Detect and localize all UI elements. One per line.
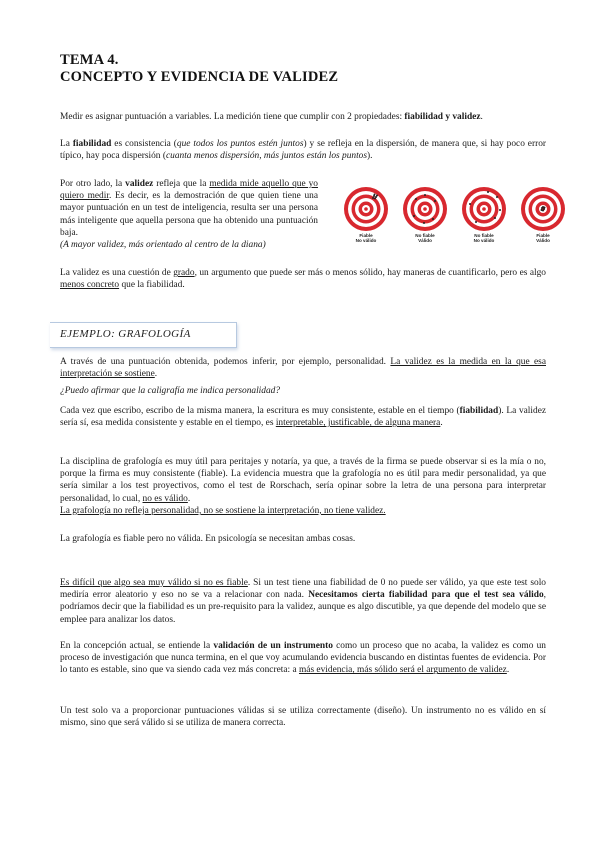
target-label-4b: Válido <box>536 238 550 244</box>
paragraph-graphology-summary: La grafología es fiable pero no válida. En psicología se necesitan ambas cosas. <box>60 534 356 544</box>
p10-mid: como un proceso que no acaba, la validez es como un proceso de investigación que nunca termina, en el que voy acumulando evidencia buscando en distintas fuentes de evidencia. Por lo tanto es estable, sino que va siendo cada vez más concreta: a <box>60 641 546 676</box>
target-icon <box>461 186 507 232</box>
target-diagram <box>343 186 573 248</box>
p7-text: La disciplina de grafología es muy útil para peritajes y notaría, ya que, a través de la firma se puede observar si es la mía o no, porque la firma es muy consistente (fiable). La evidencia muestra que la grafología no es útil para medir personalidad, ya que sería similar a los test proyectivos, como el test de Rorschach, sería opinar sobre la letra de una persona para interpretar personalidad, lo cual, <box>60 457 546 504</box>
p6-end: . <box>440 418 443 429</box>
page-title <box>60 52 338 86</box>
p2-mid2: ) y se refleja en la dispersión, de manera que, si hay poco error típico, hay poca dispersión ( <box>60 139 547 162</box>
p10-end: . <box>506 665 510 676</box>
example-heading: EJEMPLO: GRAFOLOGÍA <box>60 328 191 340</box>
target-label-2b: Válido <box>418 238 432 244</box>
p4-u2: menos concreto <box>60 280 120 291</box>
p2-mid: es consistencia ( <box>111 139 177 149</box>
paragraph-reliability <box>60 138 546 162</box>
p5-u: La validez es la medida en la que esa interpretación se sostiene <box>60 357 546 380</box>
paragraph-measurement <box>60 111 546 123</box>
p9-mid: . Si un test tiene una fiabilidad de 0 no puede ser válido, ya que este test solo mediría error aleatorio y eso no se va a relacionar con nada. <box>60 578 546 601</box>
paragraph-validity <box>60 178 318 251</box>
title-line-2: CONCEPTO Y EVIDENCIA DE VALIDEZ <box>60 69 339 85</box>
target-not-reliable-valid <box>402 186 448 243</box>
p10-u: más evidencia, más sólido será el argumento de validez <box>298 665 507 676</box>
p3-bold: validez <box>125 179 154 189</box>
p3-rest: . Es decir, es la demostración de que quien tiene una mayor puntuación en un test de inteligencia, resulta ser una persona más inteligente que aquella persona que ha obtenido una puntuación baja. <box>60 191 318 238</box>
p2-pre: La <box>60 139 73 149</box>
p2-end: ). <box>367 151 373 162</box>
p6-mid: ). La validez sería sí, esa medida consistente y estable en el tiempo, es <box>60 406 547 429</box>
p3-underline: medida mide aquello que yo quiero medir <box>60 179 318 202</box>
p10-bold: validación de un instrumento <box>213 641 333 651</box>
p5-pre: A través de una puntuación obtenida, podemos inferir, por ejemplo, personalidad. <box>60 357 391 367</box>
p7-end: . <box>187 493 191 504</box>
title-line-1: TEMA 4. <box>60 52 119 68</box>
p3-mid: refleja que la <box>153 179 210 189</box>
p2-italic1: que todos los puntos estén juntos <box>176 139 304 149</box>
target-label-3b: No válido <box>473 238 495 244</box>
target-reliable-not-valid <box>343 186 389 243</box>
p6-bold: fiabilidad <box>459 406 499 416</box>
target-reliable-valid <box>520 186 566 243</box>
target-icon <box>402 186 448 232</box>
target-label-1b: No válido <box>355 238 377 244</box>
paragraph-inference <box>60 356 546 380</box>
target-icon <box>343 186 389 232</box>
target-label-1a: Fiable <box>359 233 373 238</box>
p5-end: . <box>154 369 158 380</box>
p4-u1: grado <box>173 268 195 278</box>
p6-u: interpretable, justificable, de alguna manera <box>275 418 441 429</box>
p9-bold: Necesitamos cierta fiabilidad para que el test sea válido <box>308 590 544 601</box>
paragraph-correct-use: Un test solo va a proporcionar puntuaciones válidas si se utiliza correctamente (diseño). Un instrumento no es válido en sí mismo, sino que será válido si se utiliza de manera correcta. <box>60 706 546 729</box>
p3-pre: Por otro lado, la <box>60 179 126 189</box>
p9-u: Es difícil que algo sea muy válido si no es fiable <box>60 578 248 588</box>
p2-italic2: cuanta menos dispersión, más juntos están los puntos <box>165 151 368 162</box>
p7-u: no es válido <box>142 493 188 504</box>
p1-end: . <box>480 112 483 122</box>
target-icon <box>520 186 566 232</box>
question-text: ¿Puedo afirmar que la caligrafía me indica personalidad? <box>60 386 281 396</box>
target-not-reliable-not-valid <box>461 186 507 243</box>
paragraph-validation-process <box>60 640 546 677</box>
p1-text: Medir es asignar puntuación a variables. La medición tiene que cumplir con 2 propiedades: <box>60 112 405 122</box>
p4-end: que la fiabilidad. <box>119 280 185 291</box>
paragraph-validity-degree <box>60 267 546 291</box>
paragraph-reliability-prerequisite <box>60 577 546 626</box>
p4-mid: , un argumento que puede ser más o menos sólido, hay maneras de cuantificarlo, pero es algo <box>194 268 546 278</box>
p6-pre: Cada vez que escribo, escribo de la misma manera, la escritura es muy consistente, estable en el tiempo ( <box>60 406 460 416</box>
target-label-4a: Fiable <box>536 233 550 238</box>
p3-italic: (A mayor validez, más orientado al centro de la diana) <box>60 240 266 251</box>
example-heading-box <box>50 322 237 348</box>
paragraph-handwriting <box>60 405 546 429</box>
target-label-3a: No fiable <box>474 233 494 238</box>
p1-bold: fiabilidad y validez <box>404 112 481 122</box>
p10-pre: En la concepción actual, se entiende la <box>60 641 214 651</box>
p9-end: , podríamos decir que la fiabilidad es un pre-requisito para la validez, aunque es algo discutible, ya que depende del modelo que se emplee para analizar los datos. <box>60 590 546 625</box>
p2-bold: fiabilidad <box>72 139 112 149</box>
target-label-2a: No fiable <box>415 233 435 238</box>
p7-underlined-line: La grafología no refleja personalidad, no se sostiene la interpretación, no tiene validez. <box>60 505 386 516</box>
paragraph-graphology <box>60 456 546 517</box>
p4-pre: La validez es una cuestión de <box>60 268 174 278</box>
